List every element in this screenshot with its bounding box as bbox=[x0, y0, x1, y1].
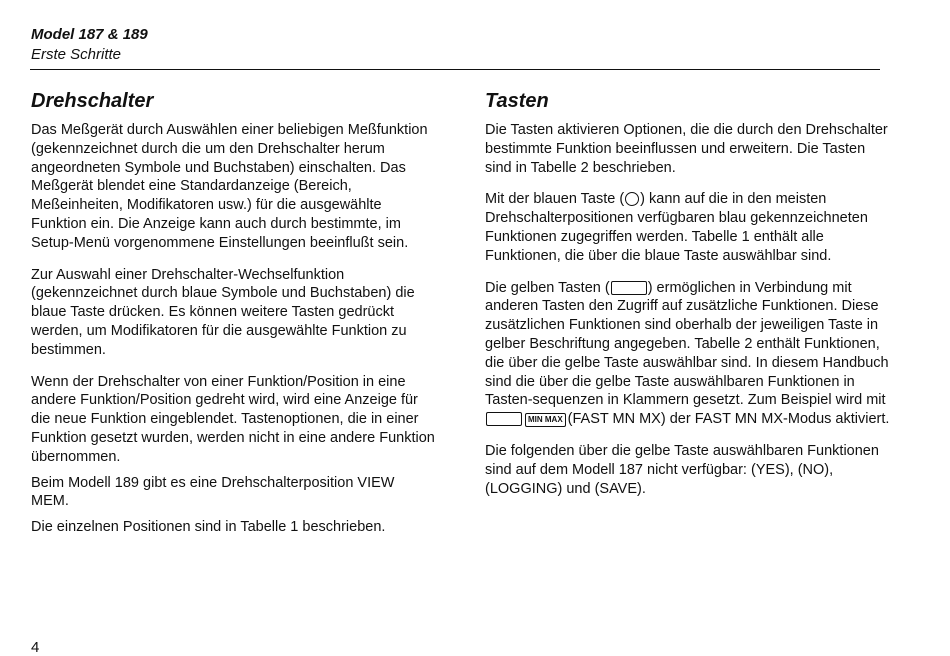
yellow-button-icon bbox=[486, 412, 522, 426]
header-rule bbox=[30, 69, 880, 70]
min-max-button-icon: MIN MAX bbox=[525, 413, 566, 427]
text-run: Mit der blauen Taste ( bbox=[485, 191, 625, 208]
paragraph: Zur Auswahl einer Drehschalter-Wechselfunktion (gekennzeichnet durch blaue Symbole und Buchstaben) die blaue Taste drücken. Es können weitere Tasten gedrückt werden, um Modifikatoren für die ausgewählte Funktion zu bestimmen. bbox=[31, 266, 415, 358]
paragraph: Die einzelnen Positionen sind in Tabelle 1 beschrieben. bbox=[31, 519, 386, 536]
paragraph: Das Meßgerät durch Auswählen einer beliebigen Meßfunktion (gekennzeichnet durch die um den Drehschalter herum angeordneten Symbole und Buchstaben) einschalten. Das Meßgerät blendet eine Standardanzeige (Bereich, Meßeinheiten, Modifikatoren usw.) für die ausgewählte Funktion ein. Die Anzeige kann auch durch bestimmte, im Setup-Menü vorgenommene Einstellungen beeinflußt sein. bbox=[31, 122, 428, 251]
paragraph: Die Tasten aktivieren Optionen, die die durch den Drehschalter bestimmte Funktion beeinflussen und erweitern. Die Tasten sind in Tabelle 2 beschrieben. bbox=[485, 122, 888, 176]
yellow-button-icon bbox=[611, 281, 647, 295]
paragraph: Die folgenden über die gelbe Taste auswählbaren Funktionen sind auf dem Modell 187 nicht verfügbar: (YES), (NO), (LOGGING) und (SAVE). bbox=[485, 442, 879, 497]
text-run: Die gelben Tasten ( bbox=[485, 279, 610, 296]
left-column bbox=[31, 90, 436, 550]
paragraph bbox=[485, 190, 895, 265]
header-title: Model 187 & 189 bbox=[31, 26, 148, 43]
text-run: (FAST MN MX) der FAST MN MX-Modus aktiviert. bbox=[567, 411, 890, 428]
tasten-heading: Tasten bbox=[485, 90, 549, 112]
text-run: ) ermöglichen in Verbindung mit anderen Tasten den Zugriff auf zusätzliche Funktionen. Diese zusätzlichen Funktionen sind oberhalb der jeweiligen Taste in gelber Beschriftung angegeben. Tabelle 2 enthält Funktionen, die über die gelbe Taste auswählbar sind. In diesem Handbuch sind die über die gelbe Taste auswählbaren Funktionen in Tasten-sequenzen in Klammern gesetzt. Zum Beispiel wird mit bbox=[485, 279, 889, 409]
paragraph: Wenn der Drehschalter von einer Funktion/Position in eine andere Funktion/Position gedreht wird, wird eine Anzeige für die neue Funktion eingeblendet. Tastenoptionen, die in einer Funktion gesetzt wurden, werden nicht in eine andere Funktion übernommen. bbox=[31, 373, 435, 465]
blue-button-icon bbox=[625, 192, 639, 206]
header-subtitle: Erste Schritte bbox=[31, 46, 122, 63]
page-number: 4 bbox=[31, 639, 40, 656]
paragraph: Beim Modell 189 gibt es eine Drehschalterposition VIEW MEM. bbox=[31, 474, 395, 510]
paragraph bbox=[485, 279, 895, 429]
right-column bbox=[485, 90, 895, 511]
text-run: ) kann auf die in den meisten Drehschalterpositionen verfügbaren blau gekennzeichneten Funktionen zugegriffen werden. Tabelle 1 enthält alle Funktionen, die über die blaue Taste auswählbar sind. bbox=[485, 191, 868, 264]
drehschalter-heading: Drehschalter bbox=[31, 90, 154, 112]
